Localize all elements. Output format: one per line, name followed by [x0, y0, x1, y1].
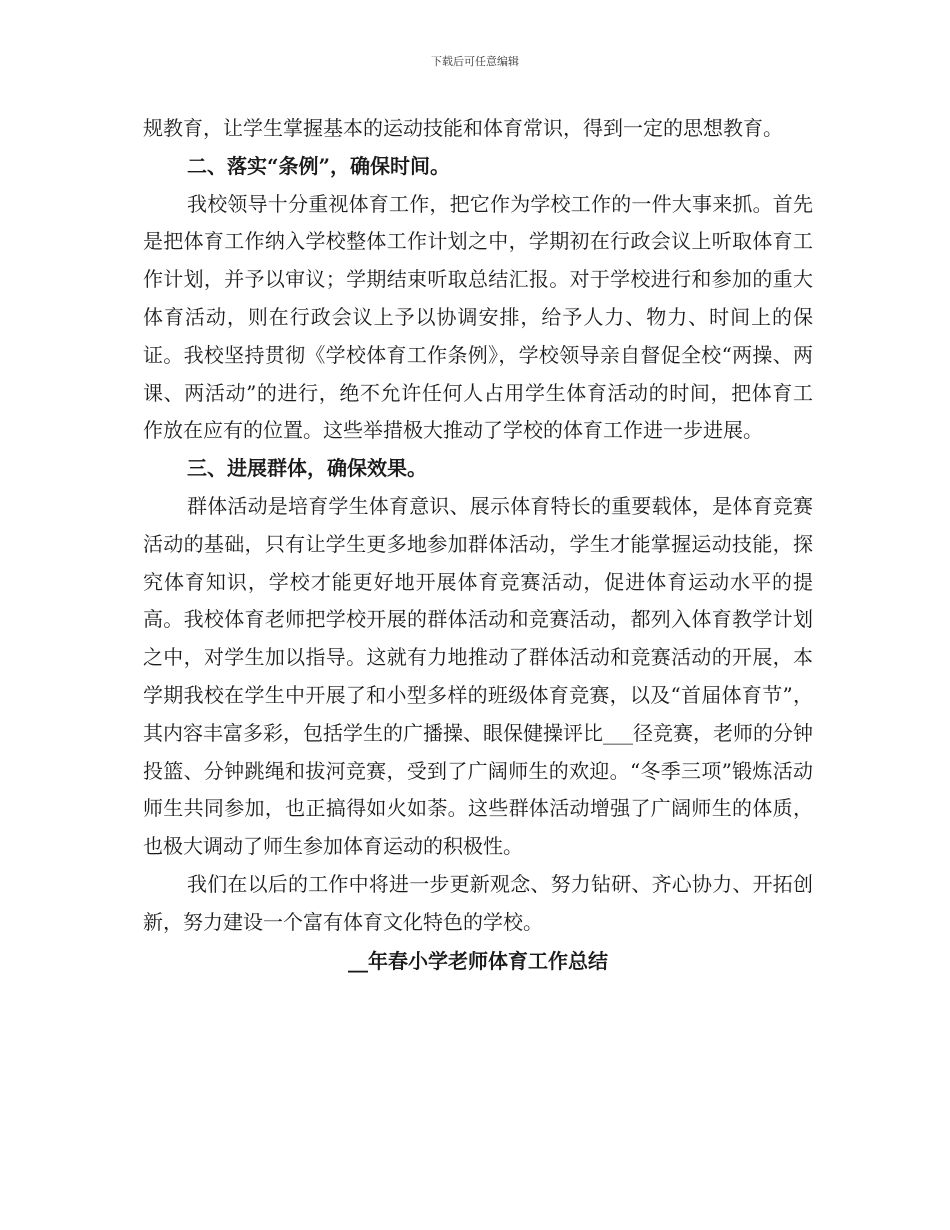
section-heading-3: 三、进展群体，确保效果。 — [187, 456, 427, 481]
paragraph-group-activities: 群体活动是培育学生体育意识、展示体育特长的重要载体，是体育竞赛活动的基础，只有让学生更多地参加群体活动，学生才能掌握运动技能，探究体育知识，学校才能更好地开展体育竞赛活动，促进体育运动水平的提高。我校体育老师把学校开展的群体活动和竞赛活动，都列入体育教学计划之中，对学生加以指导。这就有力地推动了群体活动和竞赛活动的开展，本学期我校在学生中开展了和小型多样的班级体育竞赛，以及“首届体育节”，其内容丰富多彩，包括学生的广播操、眼保健操评比___径竞赛，老师的分钟投篮、分钟跳绳和拔河竞赛，受到了广阔师生的欢迎。“冬季三项”锻炼活动师生共同参加，也正搞得如火如荼。这些群体活动增强了广阔师生的体质，也极大调动了师生参加体育运动的积极性。 — [143, 493, 813, 859]
document-body — [143, 110, 813, 980]
section-heading-2: 二、落实“条例”，确保时间。 — [187, 153, 451, 178]
paragraph-leadership: 我校领导十分重视体育工作，把它作为学校工作的一件大事来抓。首先是把体育工作纳入学校整体工作计划之中，学期初在行政会议上听取体育工作计划，并予以审议；学期结束听取总结汇报。对于学校进行和参加的重大体育活动，则在行政会议上予以协调安排，给予人力、物力、时间上的保证。我校坚持贯彻《学校体育工作条例》，学校领导亲自督促全校“两操、两课、两活动”的进行，绝不允许任何人占用学生体育活动的时间，把体育工作放在应有的位置。这些举措极大推动了学校的体育工作进一步进展。 — [143, 191, 813, 443]
next-document-title: __年春小学老师体育工作总结 — [348, 948, 608, 973]
paragraph-continued: 规教育，让学生掌握基本的运动技能和体育常识，得到一定的思想教育。 — [143, 116, 783, 140]
paragraph-conclusion: 我们在以后的工作中将进一步更新观念、努力钻研、齐心协力、开拓创新，努力建设一个富有体育文化特色的学校。 — [143, 871, 813, 934]
page-header: 下载后可任意编辑 — [431, 55, 519, 68]
